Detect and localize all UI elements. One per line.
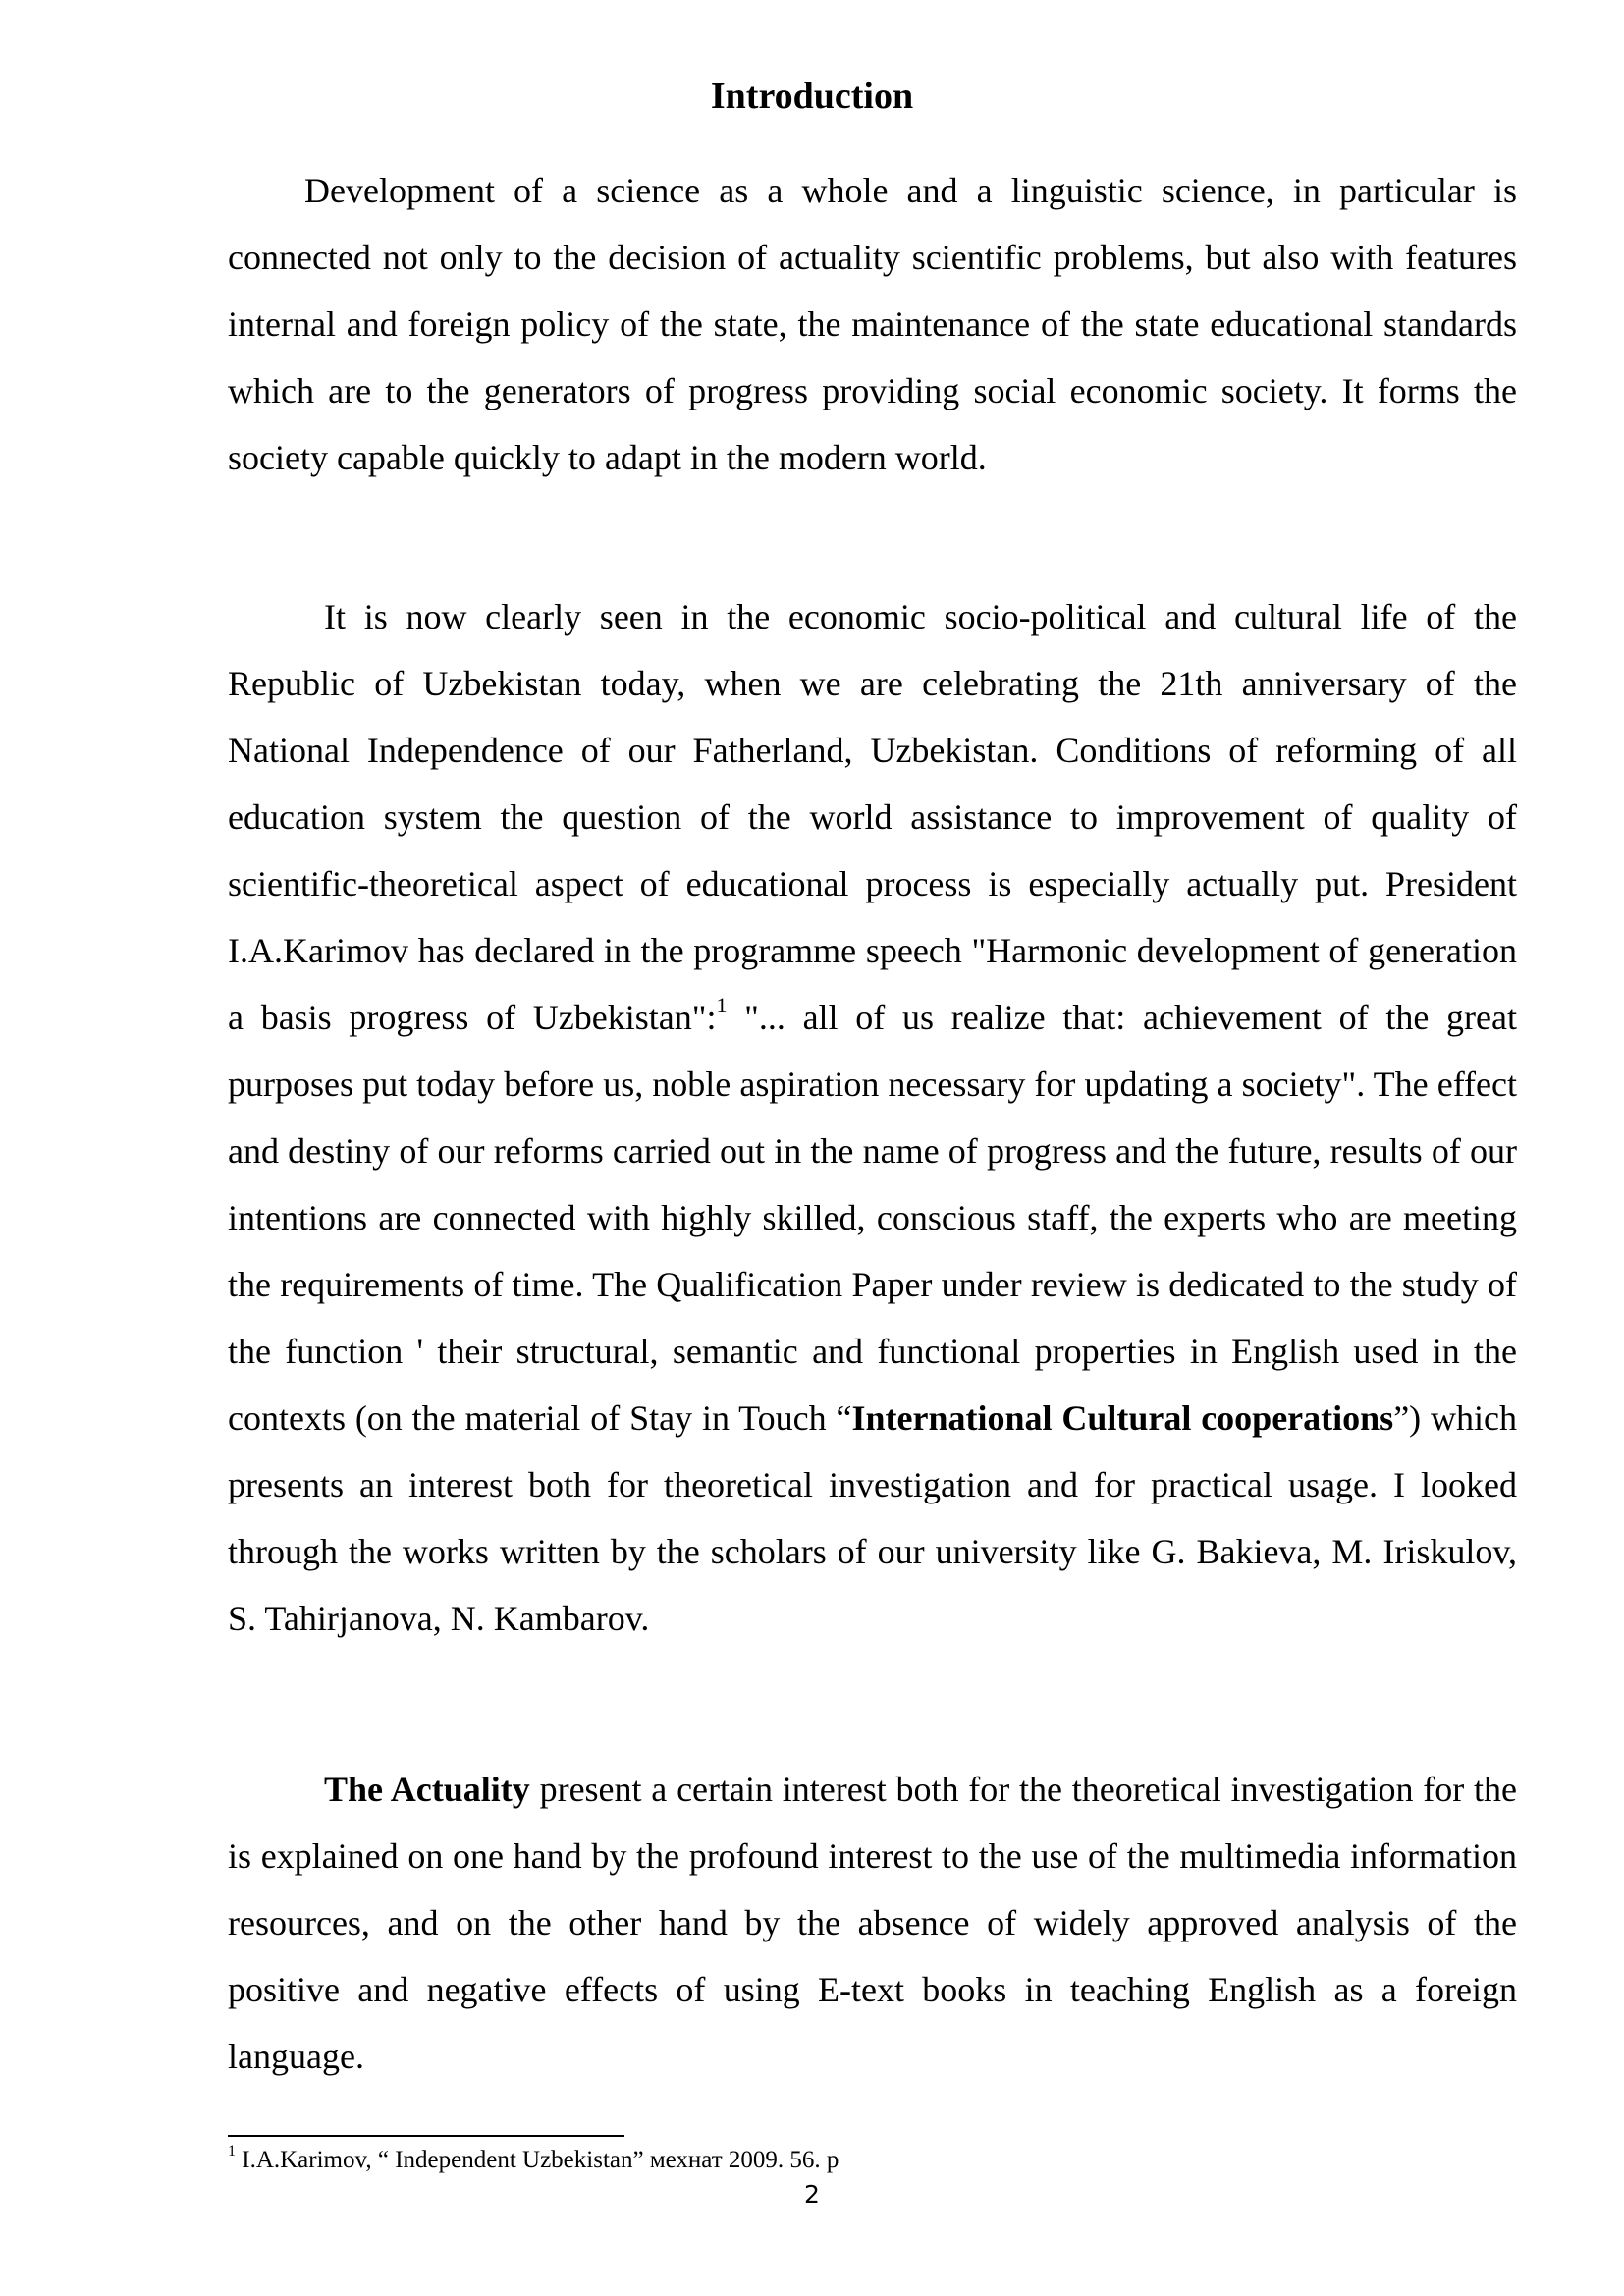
paragraph-text: "... all of us realize that: achievement of the great purposes put today before us, noble aspiration necessary for updating a society". The effect and destiny of our reforms carried out in the name of progress and the future, results of our intentions are connected with highly skilled, conscious staff, the experts who are meeting the requirements of time. The Qualification Paper under review is dedicated to the study of the function ' their structural, semantic and functional properties in English used in the contexts (on the material of Stay in Touch “ [228,998,1517,1438]
footnote-text: I.A.Karimov, “ Independent Uzbekistan” мехнат 2009. 56. p [236,2147,839,2173]
bold-lead: The Actuality [324,1770,530,1809]
footnote-separator [228,2135,624,2137]
footnote-reference[interactable]: 1 [716,993,728,1017]
page-title: Introduction [710,76,914,117]
page-number: 2 [804,2180,820,2209]
paragraph-text: It is now clearly seen in the economic socio-political and cultural life of the Republic of Uzbekistan today, when we are celebrating the 21th anniversary of the National Independence of our Fatherland, Uzbekistan. Conditions of reforming of all education system the question of the world assistance to improvement of quality of scientific-theoretical aspect of educational process is especially actually put. President I.A.Karimov has declared in the programme speech "Harmonic development of generation a basis progress of Uzbekistan": [228,597,1517,1037]
paragraph-actuality [228,1756,1517,2090]
paragraph-text: ”) which presents an interest both for theoretical investigation and for practical usage. I looked through the works written by the scholars of our university like G. Bakieva, M. Iriskulov, S. Tahirjanova, N. Kambarov. [228,1398,1517,1638]
footnote-number: 1 [228,2142,236,2159]
paragraph-development: Development of a science as a whole and a linguistic science, in particular is connected not only to the decision of actuality scientific problems, but also with features internal and foreign policy of the state, the maintenance of the state educational standards which are to the generators of progress providing social economic society. It forms the society capable quickly to adapt in the modern world. [228,171,1517,477]
footnote [228,2144,839,2177]
paragraph-uzbekistan [228,583,1517,1652]
bold-phrase: International Cultural cooperations [851,1398,1394,1438]
paragraph-text: present a certain interest both for the theoretical investigation for the is explained on one hand by the profound interest to the use of the multimedia information resources, and on the other hand by the absence of widely approved analysis of the positive and negative effects of using E-text books in teaching English as a foreign language. [228,1770,1517,2076]
